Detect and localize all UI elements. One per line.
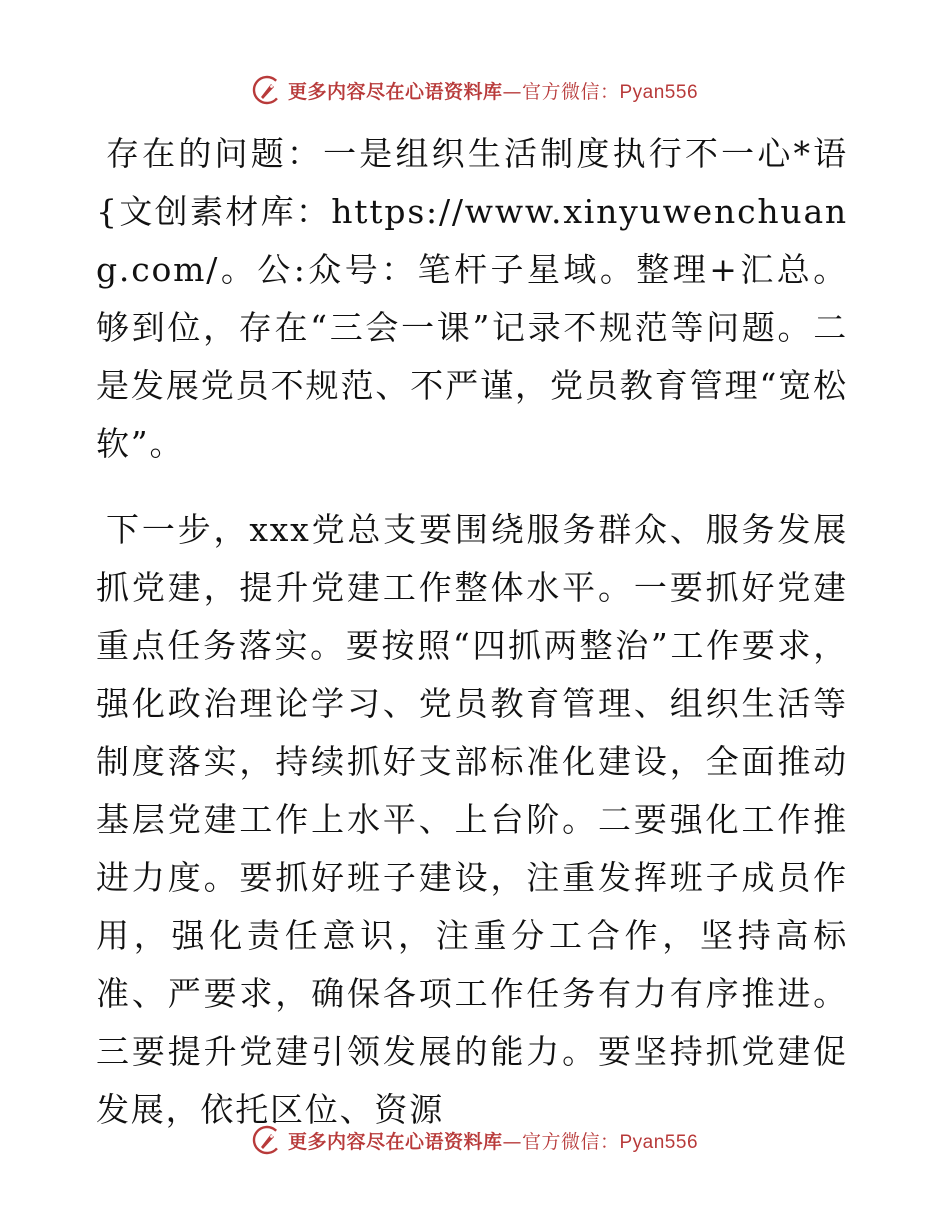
document-body <box>96 125 848 1139</box>
footer-brand-text: 更多内容尽在心语资料库 <box>287 1130 503 1153</box>
header-wechat-id: Pyan556 <box>619 81 699 103</box>
header-brand-text: 更多内容尽在心语资料库 <box>287 80 503 103</box>
pen-nib-logo-icon <box>252 1125 282 1155</box>
footer-wechat-id: Pyan556 <box>619 1131 699 1153</box>
footer-separator: — <box>502 1130 522 1153</box>
footer-wechat-label: 官方微信： <box>521 1130 620 1153</box>
footer-banner-text <box>288 1127 698 1154</box>
footer-banner <box>0 1120 950 1160</box>
header-separator: — <box>502 80 522 103</box>
header-wechat-label: 官方微信： <box>521 80 620 103</box>
header-banner-text <box>288 77 698 104</box>
header-banner <box>0 70 950 110</box>
paragraph-next-steps: 下一步，xxx党总支要围绕服务群众、服务发展抓党建，提升党建工作整体水平。一要抓好党建重点任务落实。要按照“四抓两整治”工作要求，强化政治理论学习、党员教育管理、组织生活等制度落实，持续抓好支部标准化建设，全面推动基层党建工作上水平、上台阶。二要强化工作推进力度。要抓好班子建设，注重发挥班子成员作用，强化责任意识，注重分工合作，坚持高标准、严要求，确保各项工作任务有力有序推进。三要提升党建引领发展的能力。要坚持抓党建促发展，依托区位、资源 <box>96 510 848 1129</box>
paragraph-problems: 存在的问题：一是组织生活制度执行不一心*语{文创素材库：https://www.xinyuwenchuang.com/。公:众号：笔杆子星域。整理+汇总。够到位，存在“三会一课”记录不规范等问题。二是发展党员不规范、不严谨，党员教育管理“宽松软”。 <box>96 134 848 463</box>
pen-nib-logo-icon <box>252 75 282 105</box>
